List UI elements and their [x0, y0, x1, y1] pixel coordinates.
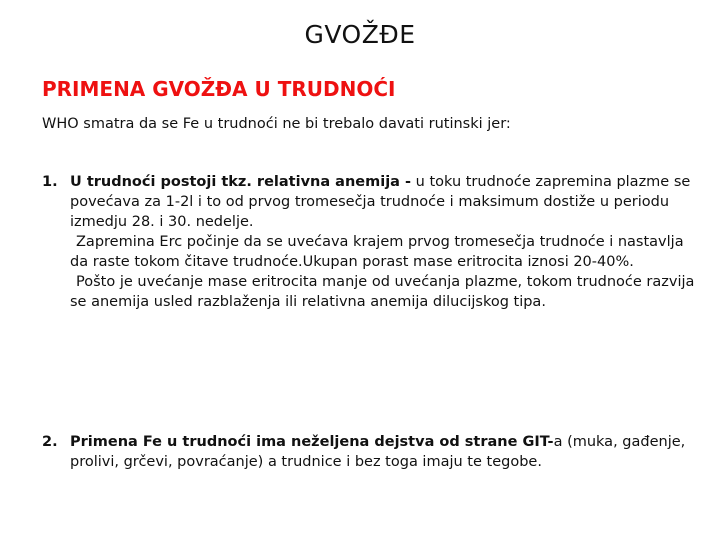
list-item-paragraph-3: Pošto je uvećanje mase eritrocita manje od uvećanja plazme, tokom trudnoće razvija se anemija usled razblaženja ili relativna anemija dilucijskog tipa. — [70, 274, 695, 310]
list-item-number: 1. — [42, 174, 58, 190]
intro-text: WHO smatra da se Fe u trudnoći ne bi trebalo davati rutinski jer: — [42, 116, 511, 132]
list-item-1 — [42, 172, 702, 312]
list-item-number: 2. — [42, 434, 58, 450]
list-item-lead: U trudnoći postoji tkz. relativna anemija - — [70, 174, 412, 190]
list-item-paragraph — [70, 432, 702, 472]
list-item-text: a (muka, gađenje, prolivi, grčevi, povraćanje) a trudnice i bez toga imaju te tegobe. — [70, 434, 686, 470]
list-item-paragraph-2: Zapremina Erc počinje da se uvećava krajem prvog tromesečja trudnoće i nastavlja da raste tokom čitave trudnoće.Ukupan porast mase eritrocita iznosi 20-40%. — [70, 234, 684, 270]
list-item-2 — [42, 432, 702, 472]
slide-title: GVOŽĐE — [304, 20, 416, 49]
list-item-text: u toku trudnoće zapremina plazme se povećava za 1-2l i to od prvog tromesečja trudnoće i maksimum dostiže u periodu izmedju 28. i 30. nedelje. — [70, 174, 691, 230]
list-item-body — [70, 432, 702, 472]
list-item-paragraph — [70, 172, 702, 232]
list-item-body — [70, 172, 702, 312]
list-item-lead: Primena Fe u trudnoći ima neželjena dejstva od strane GIT- — [70, 434, 554, 450]
slide-subtitle: PRIMENA GVOŽĐA U TRUDNOĆI — [42, 77, 396, 101]
